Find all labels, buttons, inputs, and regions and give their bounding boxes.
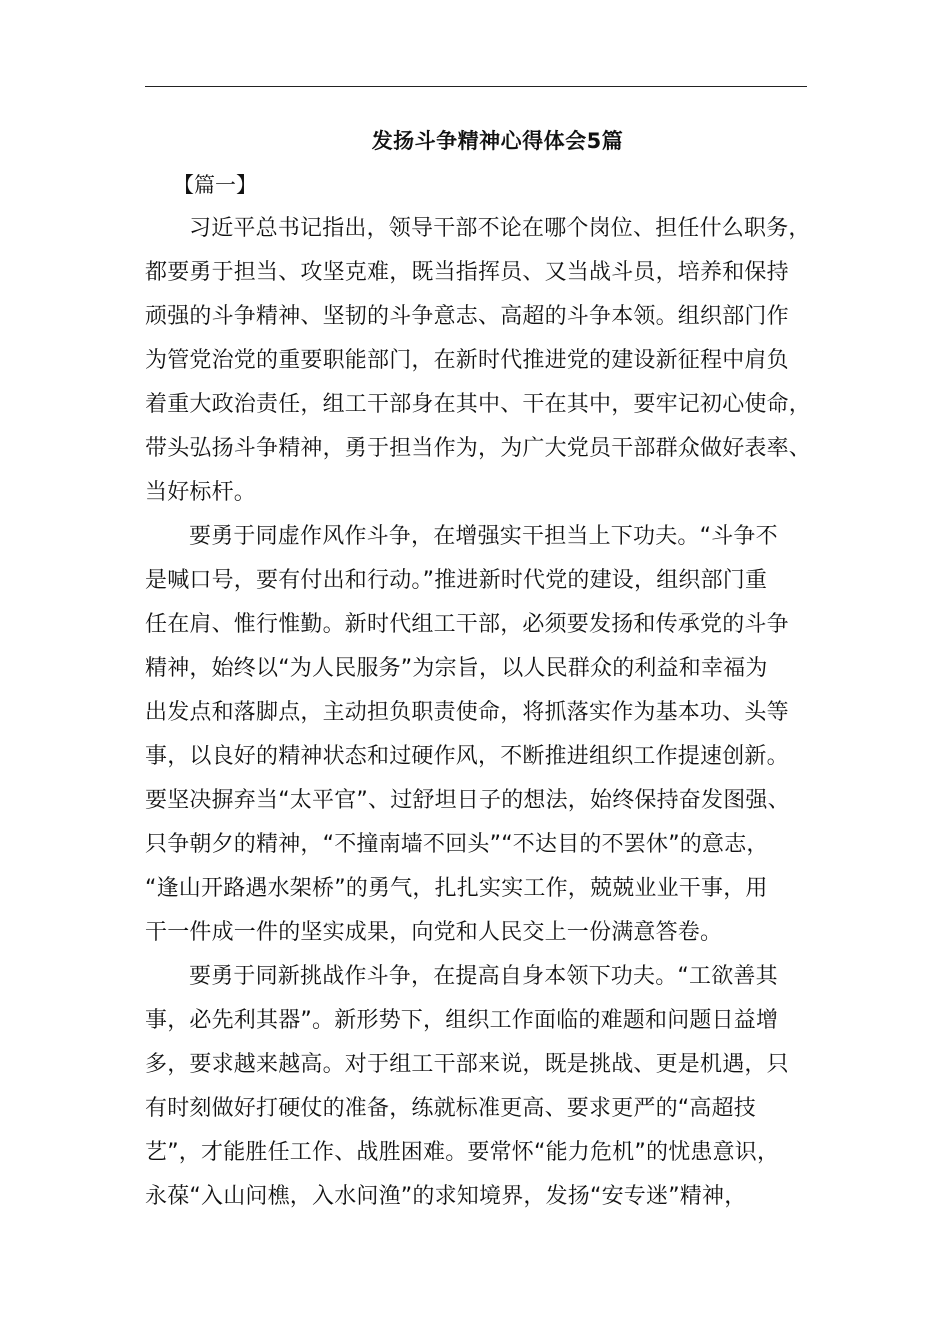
text-line: 事，必先利其器”。新形势下，组织工作面临的难题和问题日益增 <box>145 1008 779 1033</box>
text-line: 带头弘扬斗争精神，勇于担当作为，为广大党员干部群众做好表率、 <box>145 436 812 461</box>
section-label: 【篇一】 <box>173 173 257 197</box>
text-line: 只争朝夕的精神，“不撞南墙不回头”“不达目的不罢休”的意志， <box>145 832 769 857</box>
text-line: 干一件成一件的坚实成果，向党和人民交上一份满意答卷。 <box>145 920 723 945</box>
text-line: 要勇于同虚作风作斗争，在增强实干担当上下功夫。“斗争不 <box>189 524 778 549</box>
text-line: 有时刻做好打硬仗的准备，练就标准更高、要求更严的“高超技 <box>145 1096 756 1121</box>
text-line: 习近平总书记指出，领导干部不论在哪个岗位、担任什么职务， <box>189 216 811 241</box>
text-line: 永葆“入山问樵，入水问渔”的求知境界，发扬“安专迷”精神， <box>145 1184 747 1209</box>
text-line: 是喊口号，要有付出和行动。”推进新时代党的建设，组织部门重 <box>145 568 768 593</box>
text-line: 顽强的斗争精神、坚韧的斗争意志、高超的斗争本领。组织部门作 <box>145 304 789 329</box>
text-line: 多，要求越来越高。对于组工干部来说，既是挑战、更是机遇，只 <box>145 1052 789 1077</box>
document-title: 发扬斗争精神心得体会5篇 <box>371 129 624 153</box>
text-line: 艺”，才能胜任工作、战胜困难。要常怀“能力危机”的忧患意识， <box>145 1140 780 1165</box>
text-line: 要勇于同新挑战作斗争，在提高自身本领下功夫。“工欲善其 <box>189 964 778 989</box>
text-line: 为管党治党的重要职能部门，在新时代推进党的建设新征程中肩负 <box>145 348 789 373</box>
text-line: 精神，始终以“为人民服务”为宗旨，以人民群众的利益和幸福为 <box>145 656 768 681</box>
text-line: 要坚决摒弃当“太平官”、过舒坦日子的想法，始终保持奋发图强、 <box>145 788 790 813</box>
text-line: 着重大政治责任，组工干部身在其中、干在其中，要牢记初心使命， <box>145 392 812 417</box>
header-rule <box>145 86 807 87</box>
text-line: 事，以良好的精神状态和过硬作风，不断推进组织工作提速创新。 <box>145 744 789 769</box>
text-line: 都要勇于担当、攻坚克难，既当指挥员、又当战斗员，培养和保持 <box>145 260 789 285</box>
text-line: 任在肩、惟行惟勤。新时代组工干部，必须要发扬和传承党的斗争 <box>145 612 789 637</box>
text-line: 当好标杆。 <box>145 480 257 505</box>
text-line: 出发点和落脚点，主动担负职责使命，将抓落实作为基本功、头等 <box>145 700 789 725</box>
body-text <box>145 207 825 1219</box>
text-line: “逢山开路遇水架桥”的勇气，扎扎实实工作，兢兢业业干事，用 <box>145 876 768 901</box>
